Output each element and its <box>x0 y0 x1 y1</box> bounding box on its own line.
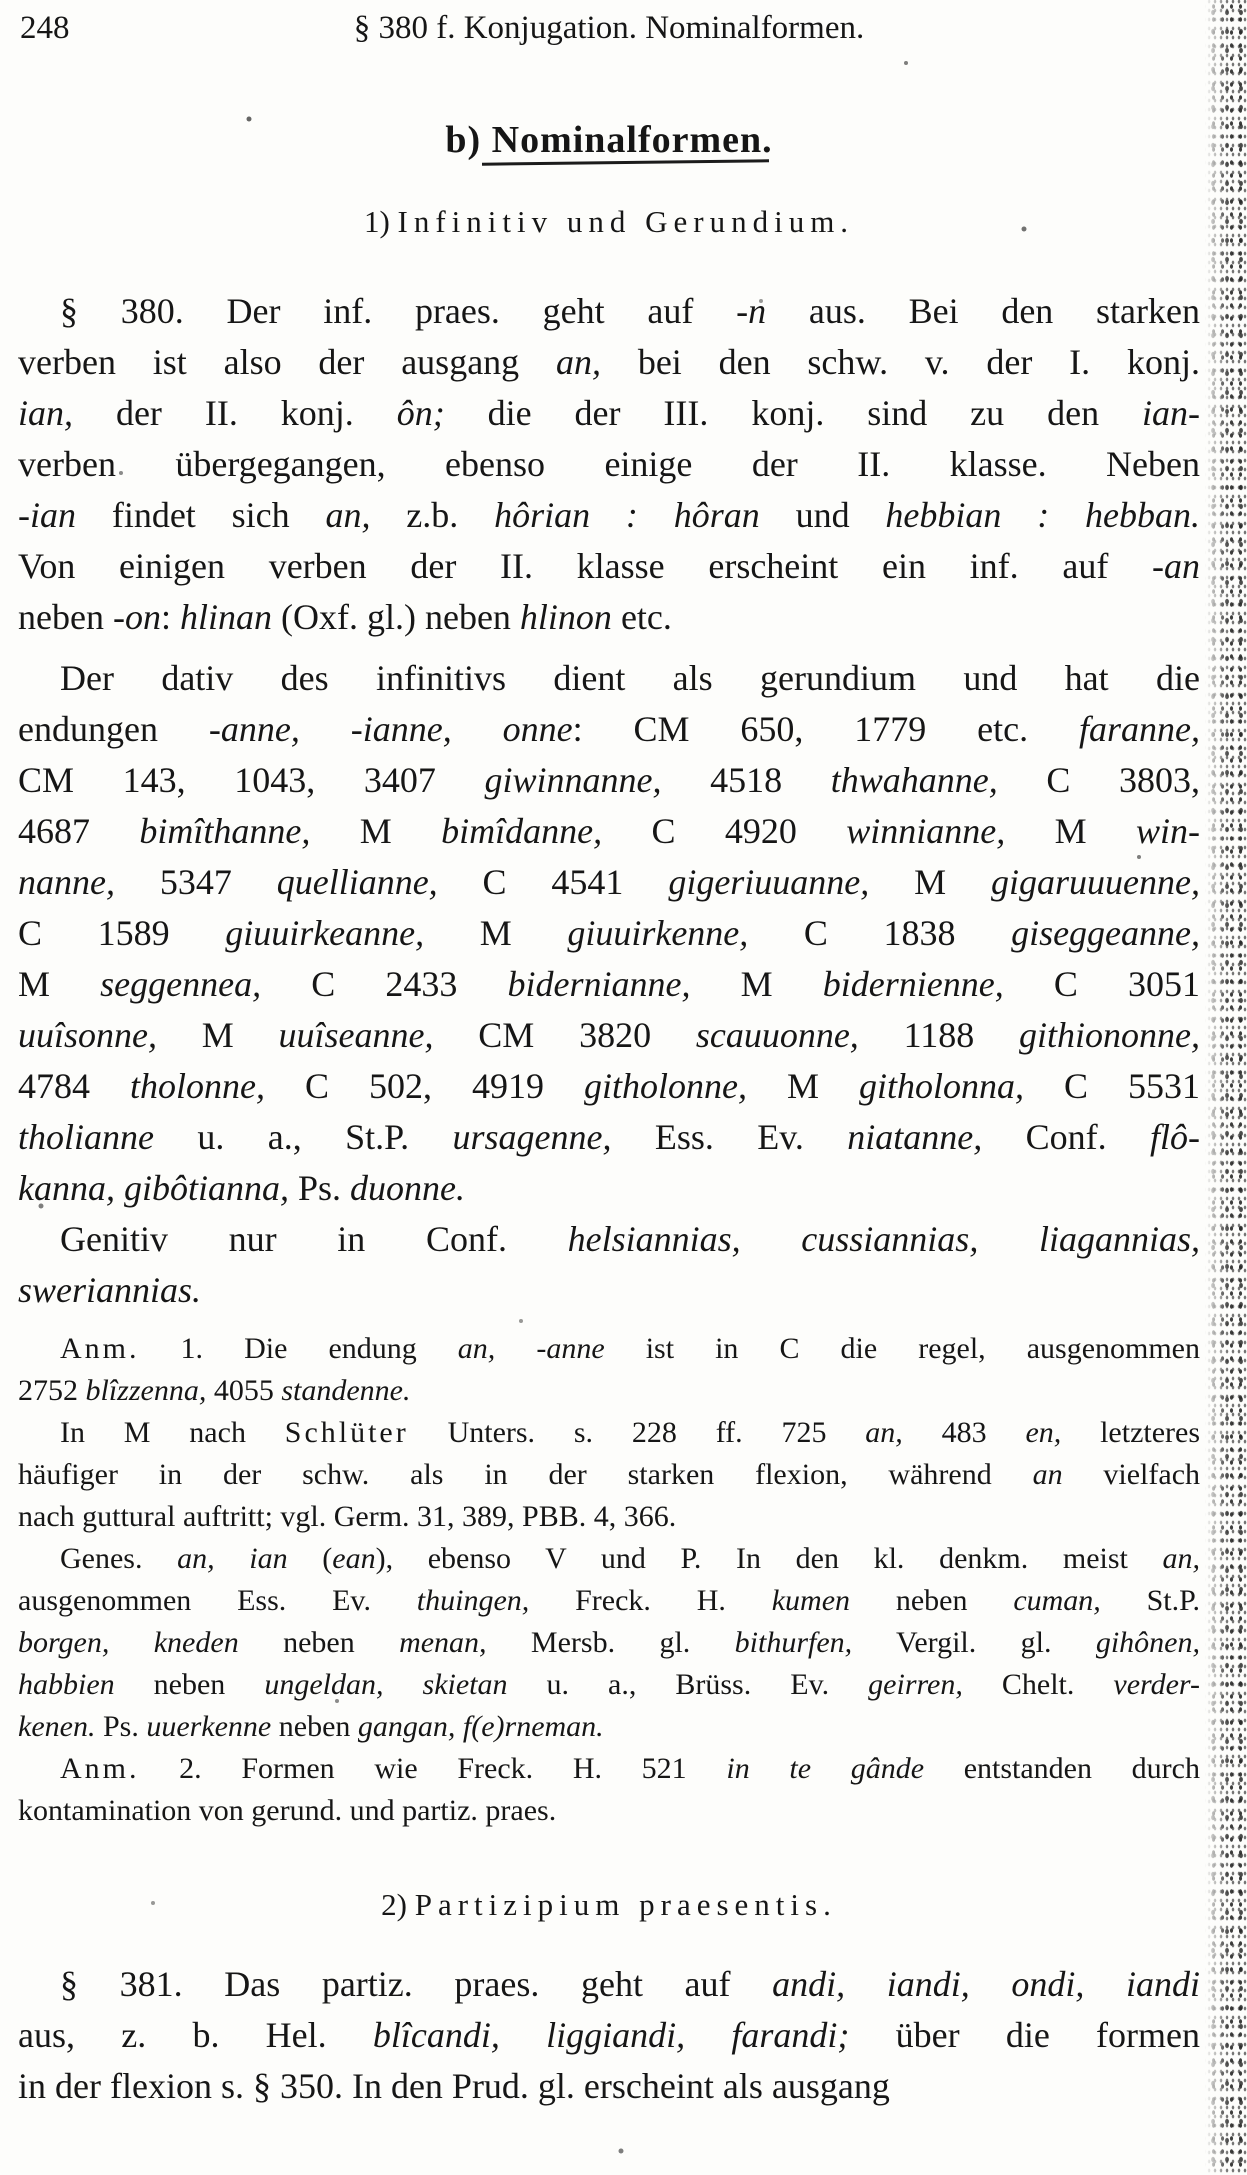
text-segment: § 380. Der inf. praes. geht auf <box>60 291 737 331</box>
text-line <box>18 592 1200 643</box>
text-segment: neben <box>114 1668 265 1701</box>
note-anm-2 <box>18 1748 1200 1832</box>
italic-text: scauuonne, <box>695 1015 859 1055</box>
text-segment: Vergil. gl. <box>852 1626 1096 1659</box>
scan-specks <box>0 0 2 2</box>
section-heading-title: Nominalformen. <box>491 119 773 161</box>
italic-text: ôn; <box>396 393 445 433</box>
text-segment: in der flexion s. § 350. In den Prud. gl. erscheint als ausgang <box>18 2066 890 2106</box>
text-line <box>18 1061 1200 1112</box>
italic-text: -anne, <box>208 709 300 749</box>
text-line <box>18 1214 1200 1265</box>
text-segment <box>215 1542 250 1575</box>
text-segment: über die formen <box>849 2015 1201 2055</box>
note-anm-1 <box>18 1328 1200 1412</box>
text-line <box>18 1412 1200 1454</box>
text-segment: Unters. s. 228 ff. 725 <box>408 1416 866 1449</box>
paragraph-dativ-gerundium <box>18 653 1200 1214</box>
text-segment: CM 3820 <box>433 1015 696 1055</box>
text-line <box>18 1790 1200 1832</box>
text-segment: M <box>690 964 823 1004</box>
page-content <box>18 0 1200 2112</box>
italic-text: uuerkenne <box>146 1710 272 1743</box>
italic-text: giuuirkeanne, <box>225 913 425 953</box>
text-segment: aus, z. b. Hel. <box>18 2015 373 2055</box>
text-line <box>18 1580 1200 1622</box>
text-line <box>18 1163 1200 1214</box>
text-segment: C 5531 <box>1024 1066 1201 1106</box>
text-segment: C 4541 <box>437 862 669 902</box>
italic-text: an <box>1032 1458 1063 1491</box>
italic-text: flô- <box>1150 1117 1200 1157</box>
text-line <box>18 1622 1200 1664</box>
text-segment: 5347 <box>114 862 277 902</box>
italic-text: kenen. <box>18 1710 96 1743</box>
text-segment: (Oxf. gl.) neben <box>272 597 520 637</box>
text-line <box>18 388 1200 439</box>
text-line <box>18 653 1200 704</box>
subheading-infinitiv-gerundium <box>18 204 1200 240</box>
text-segment: C 3051 <box>1003 964 1200 1004</box>
note-genesis <box>18 1538 1200 1748</box>
text-segment: verben übergegangen, ebenso einige der II. klasse. Neben <box>18 444 1200 484</box>
italic-text: githolonna, <box>858 1066 1024 1106</box>
italic-text: cuman, <box>1013 1584 1101 1617</box>
text-line <box>18 1496 1200 1538</box>
italic-text: seggennea, <box>100 964 262 1004</box>
text-line <box>18 806 1200 857</box>
italic-text: niatanne, <box>847 1117 983 1157</box>
text-segment: C 1838 <box>748 913 1012 953</box>
text-segment: 4687 <box>18 811 140 851</box>
text-segment: letzteres <box>1061 1416 1201 1449</box>
text-segment: neben <box>238 1626 400 1659</box>
text-segment: Genitiv nur in Conf. <box>60 1219 568 1259</box>
italic-text: an, <box>556 342 601 382</box>
text-segment: u. a., St.P. <box>153 1117 453 1157</box>
italic-text: gangan, f(e)rneman. <box>357 1710 604 1743</box>
text-segment: Ps. <box>95 1710 147 1743</box>
text-segment: 1. Die endung <box>139 1332 458 1365</box>
italic-text: an, <box>177 1542 215 1575</box>
text-segment: § 381. Das partiz. praes. geht auf <box>60 1964 773 2004</box>
italic-text: uuîseanne, <box>278 1015 434 1055</box>
italic-text: helsiannias, cussiannias, liagannias, <box>567 1219 1200 1259</box>
italic-text: hlinan <box>179 597 272 637</box>
italic-text: bithurfen, <box>734 1626 853 1659</box>
text-segment: ist in C die regel, ausgenommen <box>604 1332 1200 1365</box>
italic-text: giuuirkenne, <box>567 913 749 953</box>
italic-text: an, <box>457 1332 496 1365</box>
text-segment: Chelt. <box>962 1668 1114 1701</box>
italic-text: sweriannias. <box>18 1270 202 1310</box>
italic-text: bimîdanne, <box>441 811 603 851</box>
text-line <box>18 439 1200 490</box>
italic-text: thwahanne, <box>830 760 998 800</box>
text-line <box>18 857 1200 908</box>
italic-text: bimîthanne, <box>139 811 311 851</box>
text-segment: M <box>424 913 568 953</box>
text-segment: M <box>157 1015 279 1055</box>
text-segment: Ps. <box>288 1168 351 1208</box>
italic-text: habbien <box>18 1668 115 1701</box>
italic-text: tholianne <box>18 1117 154 1157</box>
text-line <box>18 959 1200 1010</box>
italic-text: -n <box>736 291 767 331</box>
text-segment: entstanden durch <box>924 1752 1200 1785</box>
text-segment: bei den schw. v. der I. konj. <box>601 342 1200 382</box>
italic-text: bidernianne, <box>507 964 691 1004</box>
text-segment: Genes. <box>60 1542 178 1575</box>
text-line <box>18 1538 1200 1580</box>
text-segment <box>300 709 351 749</box>
italic-text: standenne. <box>281 1374 411 1407</box>
text-segment: M <box>1005 811 1136 851</box>
text-line <box>18 337 1200 388</box>
text-segment: ), ebenso V und P. In den kl. denkm. meist <box>375 1542 1163 1575</box>
italic-text: ursagenne, <box>452 1117 612 1157</box>
text-line <box>18 704 1200 755</box>
italic-text: gigaruuuenne, <box>991 862 1201 902</box>
text-segment: ( <box>287 1542 333 1575</box>
text-segment: und <box>759 495 886 535</box>
text-line <box>18 1664 1200 1706</box>
text-segment: C 4920 <box>602 811 847 851</box>
subheading-partizipium-praesentis <box>18 1887 1200 1923</box>
text-segment: Ess. Ev. <box>611 1117 848 1157</box>
text-segment: Conf. <box>982 1117 1150 1157</box>
text-segment: vielfach <box>1062 1458 1201 1491</box>
italic-text: win- <box>1136 811 1201 851</box>
text-line <box>18 1010 1200 1061</box>
text-segment: C 502, 4919 <box>264 1066 584 1106</box>
text-line <box>18 1706 1200 1748</box>
italic-text: githolonne, <box>583 1066 747 1106</box>
text-line <box>18 1454 1200 1496</box>
text-line <box>18 2010 1200 2061</box>
italic-text: ian- <box>1142 393 1200 433</box>
section-heading-prefix: b) <box>445 119 492 161</box>
paragraph-genitiv <box>18 1214 1200 1316</box>
italic-text: in te gânde <box>726 1752 925 1785</box>
text-segment: : CM 650, 1779 etc. <box>572 709 1079 749</box>
text-line <box>18 541 1200 592</box>
text-line <box>18 2061 1200 2112</box>
italic-text: giseggeanne, <box>1011 913 1201 953</box>
italic-text: -an <box>1152 546 1200 586</box>
text-segment: Mersb. gl. <box>486 1626 735 1659</box>
text-segment: Von einigen verben der II. klasse erscheint ein inf. auf <box>18 546 1152 586</box>
italic-text: onne <box>502 709 573 749</box>
italic-text: verder- <box>1113 1668 1200 1701</box>
text-segment: etc. <box>611 597 672 637</box>
italic-text: geirren, <box>868 1668 963 1701</box>
text-segment: verben ist also der ausgang <box>18 342 556 382</box>
text-segment: neben <box>850 1584 1014 1617</box>
running-title: § 380 f. Konjugation. Nominalformen. <box>353 10 865 46</box>
text-segment: Der dativ des infinitivs dient als gerundium und hat die <box>60 658 1200 698</box>
text-segment: 4518 <box>661 760 831 800</box>
page-header <box>18 10 1200 54</box>
text-line <box>18 1748 1200 1790</box>
text-segment: 2752 <box>18 1374 86 1407</box>
text-segment: In M nach <box>60 1416 285 1449</box>
italic-text: en, <box>1025 1416 1062 1449</box>
italic-text: ungeldan, skietan <box>264 1668 508 1701</box>
italic-text: ian <box>249 1542 288 1575</box>
text-line <box>18 1112 1200 1163</box>
italic-text: thuingen, <box>416 1584 530 1617</box>
text-segment: z.b. <box>370 495 495 535</box>
text-segment: häufiger in der schw. als in der starken flexion, während <box>18 1458 1033 1491</box>
text-segment: die der III. konj. sind zu den <box>444 393 1142 433</box>
text-line <box>18 755 1200 806</box>
text-segment: neben <box>271 1710 358 1743</box>
italic-text: an, <box>325 495 371 535</box>
text-segment <box>452 709 503 749</box>
text-line <box>18 1959 1200 2010</box>
text-segment: St.P. <box>1100 1584 1200 1617</box>
subheading-2-prefix: 2) <box>381 1887 415 1922</box>
italic-text: gigeriuuanne, <box>668 862 870 902</box>
text-segment: M <box>310 811 442 851</box>
italic-text: hebbian : hebban. <box>885 495 1201 535</box>
subheading-1-title: Infinitiv und Gerundium. <box>397 204 855 239</box>
italic-text: ian, <box>18 393 74 433</box>
subheading-2-title: Partizipium praesentis. <box>414 1887 837 1922</box>
subheading-1-prefix: 1) <box>363 204 398 239</box>
text-segment: endungen <box>18 709 209 749</box>
italic-text: hlinon <box>519 597 612 637</box>
letterspaced-text: Schlüter <box>284 1416 409 1449</box>
italic-text: winnianne, <box>846 811 1006 851</box>
text-segment: CM 143, 1043, 3407 <box>18 760 485 800</box>
text-segment: nach guttural auftritt; vgl. Germ. 31, 389, PBB. 4, 366. <box>18 1500 677 1533</box>
italic-text: kanna, gibôtianna, <box>18 1168 289 1208</box>
italic-text: kumen <box>771 1584 851 1617</box>
italic-text: duonne. <box>350 1168 465 1208</box>
italic-text: githiononne, <box>1019 1015 1200 1055</box>
italic-text: -ianne, <box>350 709 452 749</box>
paragraph-380 <box>18 286 1200 643</box>
text-line <box>18 1328 1200 1370</box>
italic-text: ean <box>332 1542 376 1575</box>
letterspaced-text: Anm. <box>60 1752 140 1785</box>
text-segment: kontamination von gerund. und partiz. praes. <box>18 1794 557 1827</box>
text-segment: : <box>160 597 180 637</box>
page-number: 248 <box>20 10 70 46</box>
italic-text: menan, <box>399 1626 487 1659</box>
italic-text: giwinnanne, <box>484 760 662 800</box>
text-segment: Freck. H. <box>529 1584 772 1617</box>
italic-text: an, <box>865 1416 903 1449</box>
text-line <box>18 286 1200 337</box>
text-segment: u. a., Brüss. Ev. <box>507 1668 869 1701</box>
note-schlueter <box>18 1412 1200 1538</box>
italic-text: faranne, <box>1079 709 1200 749</box>
italic-text: hôrian : hôran <box>494 495 760 535</box>
text-segment: 1188 <box>858 1015 1020 1055</box>
text-segment: ausgenommen Ess. Ev. <box>18 1584 417 1617</box>
letterspaced-text: Anm. <box>60 1332 140 1365</box>
scan-noise-band <box>1205 0 1247 2175</box>
text-segment: neben <box>18 597 113 637</box>
italic-text: blîzzenna, <box>85 1374 207 1407</box>
italic-text: tholonne, <box>130 1066 265 1106</box>
text-segment: C 1589 <box>18 913 226 953</box>
text-line <box>18 1370 1200 1412</box>
section-heading <box>18 118 1200 162</box>
text-line <box>18 908 1200 959</box>
text-segment: C 3803, <box>997 760 1200 800</box>
text-line <box>18 490 1200 541</box>
text-segment: findet sich <box>76 495 326 535</box>
italic-text: nanne, <box>18 862 115 902</box>
italic-text: -on <box>112 597 161 637</box>
text-segment: 2. Formen wie Freck. H. 521 <box>139 1752 727 1785</box>
text-segment <box>495 1332 536 1365</box>
italic-text: -anne <box>536 1332 605 1365</box>
text-segment: 4055 <box>206 1374 282 1407</box>
italic-text: andi, iandi, ondi, iandi <box>772 1964 1200 2004</box>
italic-text: borgen, kneden <box>18 1626 239 1659</box>
italic-text: uuîsonne, <box>18 1015 157 1055</box>
paragraph-381 <box>18 1959 1200 2112</box>
text-segment: aus. Bei den starken <box>766 291 1200 331</box>
text-segment: 4784 <box>18 1066 130 1106</box>
italic-text: an, <box>1162 1542 1200 1575</box>
text-segment: M <box>18 964 101 1004</box>
text-line <box>18 1265 1200 1316</box>
text-segment: der II. konj. <box>73 393 397 433</box>
italic-text: quellianne, <box>276 862 438 902</box>
text-segment: M <box>746 1066 859 1106</box>
text-segment: 483 <box>902 1416 1026 1449</box>
italic-text: -ian <box>18 495 76 535</box>
italic-text: blîcandi, liggiandi, farandi; <box>372 2015 850 2055</box>
text-segment: M <box>869 862 992 902</box>
italic-text: gihônen, <box>1095 1626 1200 1659</box>
italic-text: bidernienne, <box>822 964 1004 1004</box>
text-segment: C 2433 <box>261 964 508 1004</box>
